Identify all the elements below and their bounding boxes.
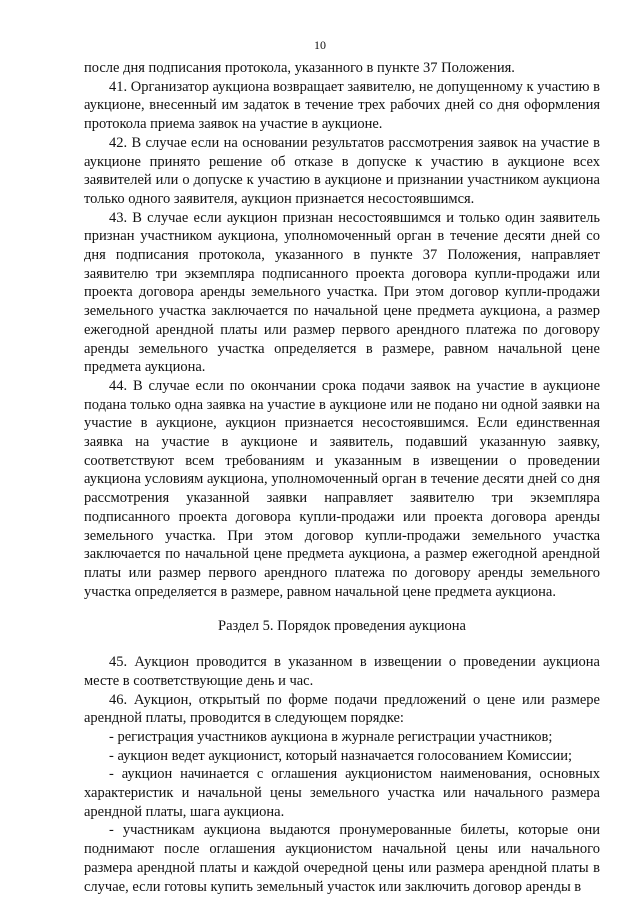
list-item-announcement: - аукцион начинается с оглашения аукционистом наименования, основных характеристик и начальной цены земельного участка или начального размера арендной платы, шага аукциона. bbox=[84, 766, 600, 820]
page-number: 10 bbox=[314, 38, 326, 52]
section-heading: Раздел 5. Порядок проведения аукциона bbox=[218, 618, 466, 635]
paragraph-42: 42. В случае если на основании результатов рассмотрения заявок на участие в аукционе принято решение об отказе в допуске к участию в аукционе всех заявителей или о допуске к участию в аукционе и признании участником аукциона только одного заявителя, аукцион признается несостоявшимся. bbox=[84, 134, 600, 207]
document-body bbox=[84, 59, 600, 896]
paragraph-44: 44. В случае если по окончании срока подачи заявок на участие в аукционе подана только одна заявка на участие в аукционе или не подано ни одной заявки на участие в аукционе, аукцион признается несостоявшимся. Если единственная заявка на участие в аукционе и заявитель, подавший указанную заявку, соответствуют всем требованиям и указанным в извещении о проведении аукциона условиям аукциона, уполномоченный орган в течение десяти дней со дня рассмотрения указанной заявки направляет заявителю три экземпляра подписанного проекта договора купли-продажи или проекта договора аренды земельного участка. При этом договор купли-продажи земельного участка заключается по начальной цене предмета аукциона, а размер ежегодной арендной платы или размер первого арендного платежа по договору аренды земельного участка определяется в размере, равном начальной цене предмета аукциона. bbox=[84, 377, 600, 600]
paragraph-46: 46. Аукцион, открытый по форме подачи предложений о цене или размере арендной платы, проводится в следующем порядке: bbox=[84, 691, 600, 727]
list-item-tickets: - участникам аукциона выдаются пронумерованные билеты, которые они поднимают после оглашения аукционистом начальной цены или начального размера арендной платы и каждой очередной цены или размера арендной платы в случае, если готовы купить земельный участок или заключить договор аренды в bbox=[84, 822, 600, 895]
paragraph-43: 43. В случае если аукцион признан несостоявшимся и только один заявитель признан участником аукциона, уполномоченный орган в течение десяти дней со дня подписания протокола, указанного в пункте 37 Положения, направляет заявителю три экземпляра подписанного проекта договора купли-продажи или проекта договора аренды земельного участка. При этом договор купли-продажи земельного участка заключается по начальной цене предмета аукциона, а размер ежегодной арендной платы или размер первого арендного платежа по договору аренды земельного участка определяется в размере, равном начальной цене предмета аукциона. bbox=[84, 209, 600, 376]
paragraph-41: 41. Организатор аукциона возвращает заявителю, не допущенному к участию в аукционе, внесенный им задаток в течение трех рабочих дней со дня оформления протокола приема заявок на участие в аукционе. bbox=[84, 78, 600, 133]
paragraph-continuation: после дня подписания протокола, указанного в пункте 37 Положения. bbox=[84, 60, 515, 76]
list-item-registration: - регистрация участников аукциона в журнале регистрации участников; bbox=[109, 728, 553, 745]
paragraph-45: 45. Аукцион проводится в указанном в извещении о проведении аукциона месте в соответствующие день и час. bbox=[84, 654, 600, 689]
list-item-auctioneer: - аукцион ведет аукционист, который назначается голосованием Комиссии; bbox=[109, 747, 572, 764]
